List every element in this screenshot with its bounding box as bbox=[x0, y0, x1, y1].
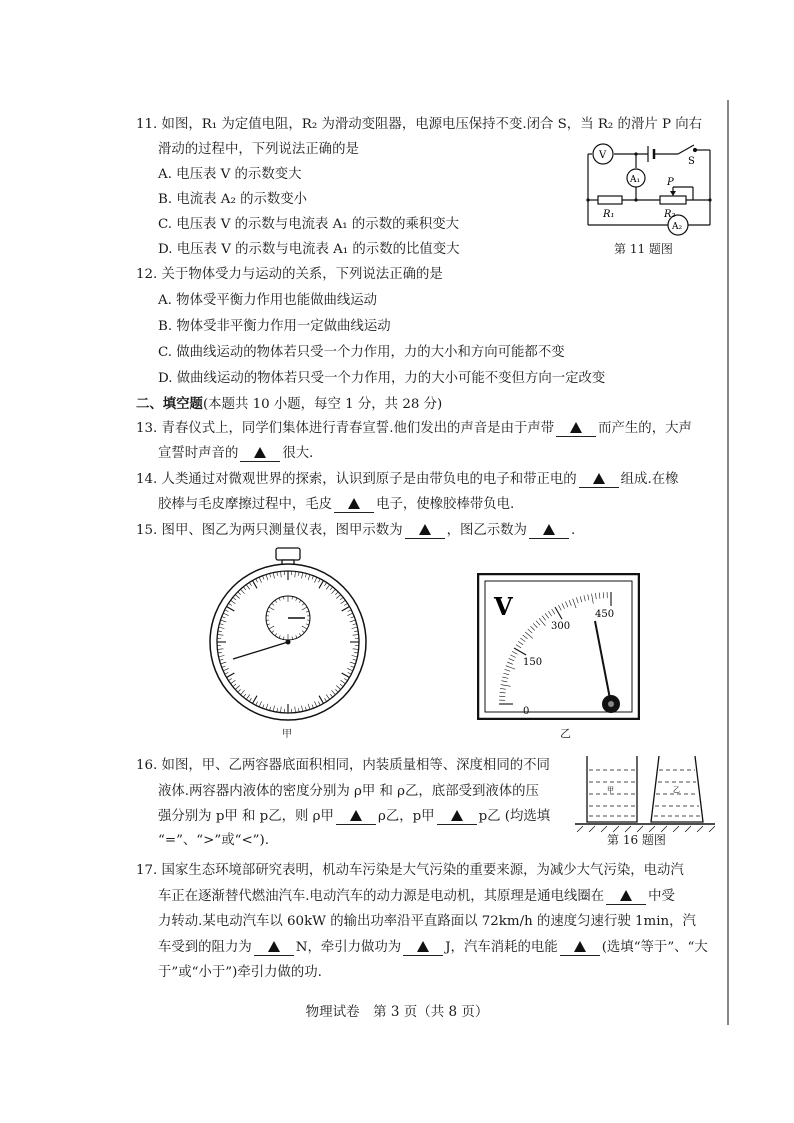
voltmeter-tick-300: 300 bbox=[551, 621, 571, 632]
q17-line4 bbox=[158, 939, 708, 957]
q13-line2 bbox=[158, 445, 313, 463]
q11-label-v: V bbox=[599, 150, 607, 161]
triangle-icon bbox=[268, 941, 280, 952]
stopwatch-figure bbox=[208, 545, 368, 725]
triangle-icon bbox=[543, 524, 555, 535]
q13-text-3: 宣誓时声音的 bbox=[158, 446, 239, 461]
voltmeter-tick-450: 450 bbox=[595, 609, 615, 620]
page-edge-line bbox=[727, 100, 729, 1025]
section2-note: (本题共 10 小题，每空 1 分，共 28 分) bbox=[202, 397, 443, 412]
q13-blank-2[interactable] bbox=[240, 447, 280, 462]
section2-heading bbox=[136, 395, 442, 414]
q12-option-a: A. 物体受平衡力作用也能做曲线运动 bbox=[158, 293, 378, 308]
q14-line2 bbox=[158, 496, 514, 514]
q12-option-b: B. 物体受非平衡力作用一定做曲线运动 bbox=[158, 319, 391, 334]
q17-blank-3[interactable] bbox=[403, 941, 443, 956]
q11-circuit-diagram bbox=[578, 140, 718, 245]
q11-label-r2: R₂ bbox=[664, 209, 676, 220]
q11-label-s: S bbox=[688, 156, 695, 167]
q11-fig-caption: 第 11 题图 bbox=[614, 242, 673, 256]
q16-containers-diagram bbox=[575, 748, 715, 834]
q13-text-4: 很大. bbox=[282, 446, 314, 461]
section2-title: 二、填空题 bbox=[136, 396, 203, 412]
q11-option-a: A. 电压表 V 的示数变大 bbox=[158, 167, 302, 182]
q16-text-3c: p乙 (均选填 bbox=[478, 809, 551, 824]
q15-text-3: . bbox=[570, 523, 576, 538]
q17-text-2b: 中受 bbox=[648, 889, 675, 904]
q17-text-4d: (选填“等于”、“大 bbox=[601, 940, 708, 955]
q17-text-4c: J，汽车消耗的电能 bbox=[445, 940, 558, 955]
triangle-icon bbox=[254, 447, 266, 458]
q16-blank-1[interactable] bbox=[336, 810, 376, 825]
q16-line3 bbox=[158, 808, 550, 826]
q11-label-a1: A₁ bbox=[630, 175, 641, 185]
q11-stem-line2: 滑动的过程中，下列说法正确的是 bbox=[158, 142, 359, 157]
q13-text-1: 13. 青春仪式上，同学们集体进行青春宣誓.他们发出的声音是由于声带 bbox=[136, 421, 555, 436]
q14-text-2: 组成.在橡 bbox=[620, 472, 679, 487]
q13-text-2: 而产生的，大声 bbox=[598, 421, 692, 436]
q16-line1: 16. 如图，甲、乙两容器底面积相同，内装质量相等、深度相同的不同 bbox=[136, 758, 550, 773]
voltmeter-tick-150: 150 bbox=[523, 657, 543, 668]
q11-label-p: P bbox=[667, 177, 674, 188]
q14-line1 bbox=[136, 471, 679, 489]
q16-label-yi: 乙 bbox=[673, 786, 680, 794]
q17-blank-2[interactable] bbox=[254, 941, 294, 956]
q15-text-1: 15. 图甲、图乙为两只测量仪表，图甲示数为 bbox=[136, 523, 403, 538]
q15-text-2: ，图乙示数为 bbox=[446, 523, 527, 538]
triangle-icon bbox=[451, 810, 463, 821]
q16-line4: “=”、“>”或“<”). bbox=[158, 833, 269, 848]
q11-label-r1: R₁ bbox=[603, 209, 615, 220]
q11-option-c: C. 电压表 V 的示数与电流表 A₁ 的示数的乘积变大 bbox=[158, 217, 460, 232]
q14-blank-2[interactable] bbox=[334, 498, 374, 513]
triangle-icon bbox=[419, 524, 431, 535]
q15-caption-yi: 乙 bbox=[560, 727, 571, 740]
q15-blank-1[interactable] bbox=[405, 524, 445, 539]
voltmeter-unit: V bbox=[494, 592, 513, 621]
q15-line1 bbox=[136, 522, 575, 540]
q12-stem: 12. 关于物体受力与运动的关系，下列说法正确的是 bbox=[136, 267, 443, 282]
q12-option-c: C. 做曲线运动的物体若只受一个力作用，力的大小和方向可能都不变 bbox=[158, 345, 565, 360]
q11-option-d: D. 电压表 V 的示数与电流表 A₁ 的示数的比值变大 bbox=[158, 242, 460, 257]
triangle-icon bbox=[620, 890, 632, 901]
triangle-icon bbox=[593, 473, 605, 484]
q17-line3: 力转动.某电动汽车以 60kW 的输出功率沿平直路面以 72km/h 的速度匀速行驶 1min，汽 bbox=[158, 914, 696, 929]
triangle-icon bbox=[574, 941, 586, 952]
q13-line1 bbox=[136, 420, 692, 438]
q16-blank-2[interactable] bbox=[437, 810, 477, 825]
q12-option-d: D. 做曲线运动的物体若只受一个力作用，力的大小可能不变但方向一定改变 bbox=[158, 371, 606, 386]
q17-text-4b: N，牵引力做功为 bbox=[295, 940, 402, 955]
voltmeter-figure bbox=[477, 573, 640, 720]
triangle-icon bbox=[348, 498, 360, 509]
page-footer: 物理试卷 第 3 页（共 8 页） bbox=[305, 1004, 489, 1020]
q17-blank-1[interactable] bbox=[606, 890, 646, 905]
triangle-icon bbox=[350, 810, 362, 821]
q15-caption-jia: 甲 bbox=[282, 729, 292, 740]
q11-label-a2: A₂ bbox=[672, 222, 683, 232]
q11-option-b: B. 电流表 A₂ 的示数变小 bbox=[158, 192, 308, 207]
q16-label-jia: 甲 bbox=[607, 786, 614, 794]
q15-blank-2[interactable] bbox=[529, 524, 569, 539]
q13-blank-1[interactable] bbox=[556, 422, 596, 437]
q14-text-3: 胶棒与毛皮摩擦过程中，毛皮 bbox=[158, 497, 333, 512]
q14-blank-1[interactable] bbox=[579, 473, 619, 488]
voltmeter-tick-0: 0 bbox=[523, 706, 530, 717]
triangle-icon bbox=[570, 422, 582, 433]
q16-line2: 液体.两容器内液体的密度分别为 ρ甲 和 ρ乙，底部受到液体的压 bbox=[158, 784, 539, 799]
q17-line5: 于”或“小于”)牵引力做的功. bbox=[158, 965, 322, 980]
q11-stem-line1: 11. 如图，R₁ 为定值电阻，R₂ 为滑动变阻器，电源电压保持不变.闭合 S，当 R₂ 的滑片 P 向右 bbox=[136, 117, 703, 132]
q17-line1: 17. 国家生态环境部研究表明，机动车污染是大气污染的重要来源，为减少大气污染，电动汽 bbox=[136, 863, 684, 878]
q14-text-1: 14. 人类通过对微观世界的探索，认识到原子是由带负电的电子和带正电的 bbox=[136, 472, 577, 487]
triangle-icon bbox=[417, 941, 429, 952]
q17-text-2a: 车正在逐渐替代燃油汽车.电动汽车的动力源是电动机，其原理是通电线圈在 bbox=[158, 889, 605, 904]
q17-blank-4[interactable] bbox=[560, 941, 600, 956]
q16-fig-caption: 第 16 题图 bbox=[607, 833, 666, 847]
q17-text-4a: 车受到的阻力为 bbox=[158, 940, 252, 955]
q17-line2 bbox=[158, 888, 675, 906]
q14-text-4: 电子，使橡胶棒带负电. bbox=[376, 497, 515, 512]
q16-text-3a: 强分别为 p甲 和 p乙，则 ρ甲 bbox=[158, 809, 334, 824]
q16-text-3b: ρ乙，p甲 bbox=[377, 809, 435, 824]
